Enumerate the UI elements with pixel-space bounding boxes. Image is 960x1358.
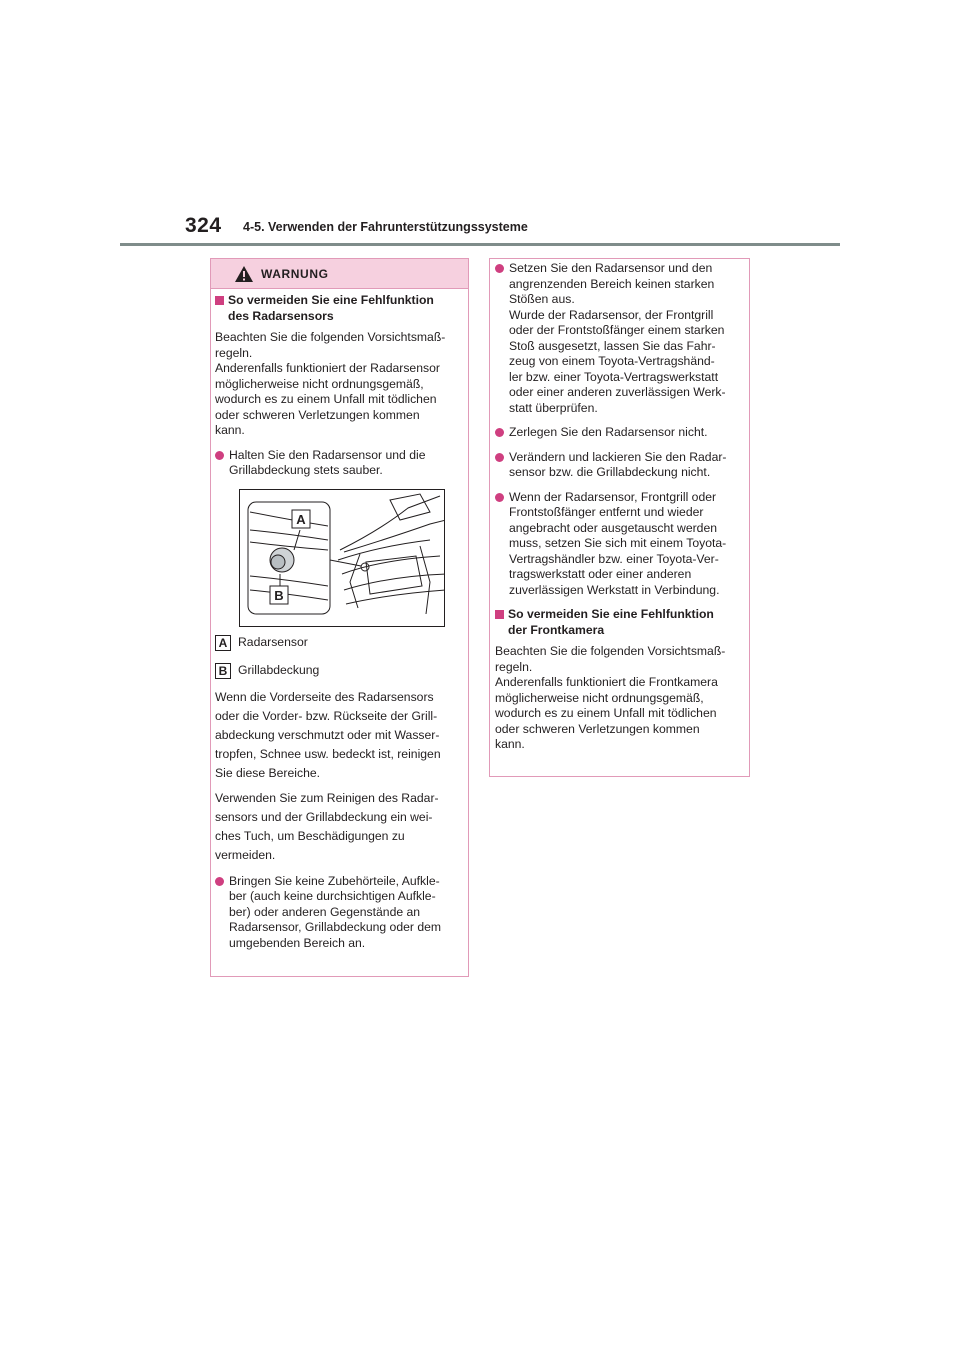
text-line: sensor bzw. die Grillabdeckung nicht. bbox=[509, 465, 711, 479]
heading-radar bbox=[215, 293, 464, 324]
circle-bullet-icon bbox=[495, 264, 504, 273]
warning-triangle-icon bbox=[234, 265, 254, 283]
text-line: Verwenden Sie zum Reinigen des Radar- bbox=[215, 790, 439, 805]
text-line: oder der Frontstoßfänger einem starken bbox=[509, 323, 725, 337]
legend-item-a bbox=[215, 635, 464, 651]
warning-box-continued bbox=[489, 258, 750, 777]
heading-camera-text bbox=[508, 607, 714, 638]
circle-bullet-icon bbox=[215, 877, 224, 886]
text-line: zeug von einem Toyota-Vertragshänd- bbox=[509, 354, 715, 368]
text-line: umgebenden Bereich an. bbox=[229, 935, 366, 950]
para-dirty bbox=[215, 688, 464, 783]
bullet-impact-text bbox=[509, 261, 726, 416]
text-line: Radarsensor, Grillabdeckung oder dem bbox=[229, 920, 442, 934]
text-line: Beachten Sie die folgenden Vorsichtsmaß- bbox=[215, 330, 446, 344]
bullet-disassemble bbox=[495, 425, 745, 441]
para-cloth bbox=[215, 789, 464, 865]
text-line: Frontstoßfänger entfernt und wieder bbox=[509, 505, 704, 519]
heading-camera bbox=[495, 607, 745, 638]
text-line: wodurch es zu einem Unfall mit tödlichen bbox=[495, 706, 717, 720]
text-line: So vermeiden Sie eine Fehlfunktion bbox=[228, 293, 434, 307]
circle-bullet-icon bbox=[495, 493, 504, 502]
bullet-clean-text bbox=[229, 448, 425, 479]
text-line: Anderenfalls funktioniert die Frontkamera bbox=[495, 675, 718, 689]
radar-sensor-illustration bbox=[239, 489, 445, 627]
text-line: muss, setzen Sie sich mit einem Toyota- bbox=[509, 536, 727, 550]
figure-label-b: B bbox=[274, 587, 284, 603]
page-number: 324 bbox=[185, 214, 222, 237]
text-line: des Radarsensors bbox=[228, 308, 334, 323]
circle-bullet-icon bbox=[495, 428, 504, 437]
text-line: regeln. bbox=[215, 345, 253, 360]
intro-camera bbox=[495, 644, 745, 753]
text-line: Grillabdeckung stets sauber. bbox=[229, 463, 383, 477]
text-line: Wenn der Radarsensor, Frontgrill oder bbox=[509, 489, 717, 504]
text-line: Setzen Sie den Radarsensor und den bbox=[509, 261, 713, 275]
legend-key-b: B bbox=[215, 663, 231, 679]
text-line: tropfen, Schnee usw. bedeckt ist, reinigen bbox=[215, 746, 441, 761]
text-line: Vertragshändler bzw. einer Toyota-Ver- bbox=[509, 551, 719, 566]
warning-box bbox=[210, 258, 469, 977]
text-line: kann. bbox=[215, 423, 245, 437]
text-line: So vermeiden Sie eine Fehlfunktion bbox=[508, 607, 714, 621]
legend-text-b: Grillabdeckung bbox=[238, 662, 320, 677]
text-line: oder einer anderen zuverlässigen Werk- bbox=[509, 385, 726, 399]
text-line: abdeckung verschmutzt oder mit Wasser- bbox=[215, 727, 440, 742]
bullet-paint-text bbox=[509, 450, 726, 481]
legend-item-b bbox=[215, 663, 464, 679]
bullet-accessories-text bbox=[229, 874, 441, 952]
text-line: angebracht oder ausgetauscht werden bbox=[509, 520, 718, 535]
circle-bullet-icon bbox=[495, 453, 504, 462]
text-line: Zerlegen Sie den Radarsensor nicht. bbox=[509, 425, 708, 439]
text-line: Anderenfalls funktioniert der Radarsensor bbox=[215, 361, 440, 375]
header-rule bbox=[120, 243, 840, 246]
text-line: wodurch es zu einem Unfall mit tödlichen bbox=[215, 392, 437, 406]
text-line: Beachten Sie die folgenden Vorsichtsmaß- bbox=[495, 644, 726, 658]
text-line: Verändern und lackieren Sie den Radar- bbox=[509, 449, 727, 464]
text-line: vermeiden. bbox=[215, 847, 276, 862]
section-title: 4-5. Verwenden der Fahrunterstützungssysteme bbox=[243, 220, 528, 234]
text-line: Stößen aus. bbox=[509, 292, 575, 306]
square-bullet-icon bbox=[495, 610, 504, 619]
bullet-disassemble-text bbox=[509, 425, 708, 441]
text-line: der Frontkamera bbox=[508, 622, 605, 637]
intro-radar bbox=[215, 330, 464, 439]
warning-label: WARNUNG bbox=[261, 267, 329, 281]
bullet-paint bbox=[495, 450, 745, 481]
text-line: zuverlässigen Werkstatt in Verbindung. bbox=[509, 582, 720, 597]
text-line: möglicherweise nicht ordnungsgemäß, bbox=[495, 690, 704, 705]
text-line: angrenzenden Bereich keinen starken bbox=[509, 276, 715, 291]
circle-bullet-icon bbox=[215, 451, 224, 460]
text-line: Wurde der Radarsensor, der Frontgrill bbox=[509, 307, 714, 322]
text-line: ler bzw. einer Toyota-Vertragswerkstatt bbox=[509, 369, 719, 384]
text-line: Stoß ausgesetzt, lassen Sie das Fahr- bbox=[509, 338, 716, 353]
text-line: oder schweren Verletzungen kommen bbox=[495, 721, 700, 736]
text-line: Bringen Sie keine Zubehörteile, Aufkle- bbox=[229, 873, 440, 888]
text-line: möglicherweise nicht ordnungsgemäß, bbox=[215, 376, 424, 391]
bullet-accessories bbox=[215, 874, 464, 952]
text-line: kann. bbox=[495, 737, 525, 751]
bullet-removed bbox=[495, 490, 745, 599]
warning-header bbox=[211, 259, 468, 289]
text-line: Sie diese Bereiche. bbox=[215, 765, 321, 780]
square-bullet-icon bbox=[215, 296, 224, 305]
text-line: regeln. bbox=[495, 659, 533, 674]
bullet-impact bbox=[495, 261, 745, 416]
text-line: tragswerkstatt oder einer anderen bbox=[509, 567, 692, 581]
legend-key-a: A bbox=[215, 635, 231, 651]
bullet-removed-text bbox=[509, 490, 726, 599]
text-line: statt überprüfen. bbox=[509, 400, 598, 415]
text-line: ber (auch keine durchsichtigen Aufkle- bbox=[229, 889, 436, 903]
text-line: ches Tuch, um Beschädigungen zu bbox=[215, 828, 405, 843]
figure-label-a: A bbox=[296, 511, 306, 527]
legend-text-a: Radarsensor bbox=[238, 634, 308, 649]
text-line: ber) oder anderen Gegenstände an bbox=[229, 904, 421, 919]
text-line: sensors und der Grillabdeckung ein wei- bbox=[215, 809, 433, 824]
heading-radar-text bbox=[228, 293, 434, 324]
bullet-clean bbox=[215, 448, 464, 479]
text-line: oder die Vorder- bzw. Rückseite der Grill- bbox=[215, 708, 438, 723]
car-front-drawing bbox=[240, 490, 445, 627]
text-line: Halten Sie den Radarsensor und die bbox=[229, 447, 426, 462]
text-line: Wenn die Vorderseite des Radarsensors bbox=[215, 689, 434, 704]
text-line: oder schweren Verletzungen kommen bbox=[215, 407, 420, 422]
